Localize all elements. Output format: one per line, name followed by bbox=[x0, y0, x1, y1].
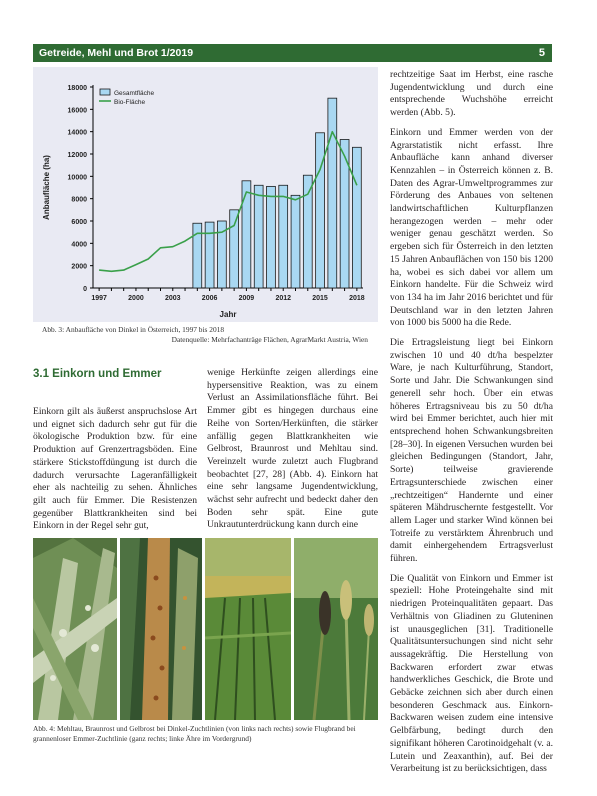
bar-gesamtflaeche-2008 bbox=[230, 210, 239, 288]
x-tick-label: 1997 bbox=[91, 295, 107, 302]
bar-gesamtflaeche-2018 bbox=[352, 147, 361, 288]
x-tick-label: 2000 bbox=[128, 295, 144, 302]
figure-3-source: Datenquelle: Mehrfachanträge Flächen, AgrarMarkt Austria, Wien bbox=[171, 335, 368, 344]
x-tick-label: 2006 bbox=[201, 295, 218, 302]
y-tick-label: 2000 bbox=[71, 263, 87, 271]
area-chart-svg bbox=[33, 67, 378, 322]
y-tick-label: 6000 bbox=[71, 219, 87, 226]
figure-4-caption: Abb. 4: Mehltau, Braunrost und Gelbrost bei Dinkel-Zuchtlinien (von links nach rechts) sowie Flugbrand bei grannenloser Emmer-Zuchtlinie (ganz rechts; linke Ähre im Vordergrund) bbox=[33, 724, 356, 743]
x-tick-label: 2009 bbox=[238, 295, 255, 302]
x-tick-label: 2003 bbox=[164, 295, 181, 302]
y-tick-label: 4000 bbox=[71, 241, 87, 249]
photo-mildew-leaves bbox=[33, 538, 117, 720]
photo-rust-leaf bbox=[120, 538, 202, 720]
col3-paragraph-3: Die Ertragsleistung liegt bei Einkorn zwischen 10 und 40 dt/ha bespelzter Ware, je nach Kulturführung, Standort, Sorte und Jahr. Die Schwankungen sind generell sehr hoch. Über ein etwas höheres Ertragsniveau bis zu 50 dt/ha wird bei Emmer berichtet, auch hier mit entsprechend hohen Schwankungsbreiten [28–30]. In eigenen Versuchen wurden bei gleichen Bedingungen (Standort, Jahr, Sorte) teilweise gravierende Ertragsunterschiede zwischen einer „rechtzeitigen“ Handernte und einer späteren Mähdruschernte festgestellt. Vor allem Lager und starker Wind können bei Totreife zu verstärktem Ährenbruch und damit einhergehendem Ertragsverlust führen. bbox=[390, 337, 553, 565]
col3-paragraph-4: Die Qualität von Einkorn und Emmer ist speziell: Hohe Proteingehalte sind mit niedrigen Proteinqualitäten gepaart. Das Verhältnis von Gliadinen zu Gluteninen ist unausgeglichen [31]. Traditionelle Qualitätsuntersuchungen sind nicht sehr aussagekräftig. Die Herstellung von Backwaren erfordert zwar etwas handwerkliches Geschick, die Brote und Gebäcke zeichnen sich aber durch einen besonderen Geschmack aus. Einkorn-Backwaren weisen zudem eine intensive Gelbfärbung, bedingt durch den signifikant höheren Carotinoidgehalt (v. a. Lutein und Zeaxanthin), auf. Bei der Verarbeitung ist zu berücksichtigen, dass bbox=[390, 572, 553, 775]
figure-3 bbox=[33, 67, 378, 322]
y-tick-label: 10000 bbox=[67, 174, 87, 182]
x-tick-label: 2012 bbox=[275, 295, 292, 302]
col3-paragraph-1: rechtzeitige Saat im Herbst, eine rasche Jugendentwicklung und durch eine entsprechende Wuchshöhe erreicht werden (Abb. 5). bbox=[390, 69, 553, 119]
photo-field-rows bbox=[205, 538, 291, 720]
column-3 bbox=[390, 69, 553, 783]
column-1 bbox=[33, 406, 197, 540]
x-tick-label: 2018 bbox=[349, 295, 365, 302]
bar-gesamtflaeche-2014 bbox=[303, 175, 312, 288]
col1-paragraph-1: Einkorn gilt als äußerst anspruchslose Art und eignet sich dadurch sehr gut für die ökologische Produktion bzw. für eine Produktion auf Grenzertragsböden. Eine stärkere Stickstoffdüngung ist durch die dadurch verursachte Lageranfälligkeit eher als nachteilig zu sehen. Ähnliches gilt auch für Emmer. Die Resistenzen gegenüber Blattkrankheiten sind bei Einkorn in der Regel sehr gut, bbox=[33, 406, 197, 532]
page-number: 5 bbox=[538, 47, 545, 59]
bar-gesamtflaeche-2013 bbox=[291, 195, 300, 288]
y-tick-label: 18000 bbox=[67, 85, 87, 92]
bar-gesamtflaeche-2006 bbox=[205, 222, 214, 288]
bar-gesamtflaeche-2015 bbox=[316, 133, 325, 288]
column-2 bbox=[207, 367, 378, 539]
y-tick-label: 8000 bbox=[71, 196, 87, 204]
bar-gesamtflaeche-2011 bbox=[267, 186, 276, 288]
bar-gesamtflaeche-2009 bbox=[242, 181, 251, 288]
section-heading: 3.1 Einkorn und Emmer bbox=[33, 368, 162, 380]
figure-3-caption: Abb. 3: Anbaufläche von Dinkel in Österreich, 1997 bis 2018 bbox=[42, 325, 225, 334]
photo-smut-ears bbox=[294, 538, 378, 720]
bar-gesamtflaeche-2016 bbox=[328, 98, 337, 288]
y-axis-title: Anbaufläche (ha) bbox=[42, 155, 51, 220]
journal-title: Getreide, Mehl und Brot 1/2019 bbox=[39, 47, 194, 59]
y-tick-label: 14000 bbox=[67, 129, 87, 137]
bar-gesamtflaeche-2012 bbox=[279, 185, 288, 288]
bar-gesamtflaeche-2010 bbox=[254, 185, 263, 288]
running-header bbox=[33, 44, 552, 62]
col3-paragraph-2: Einkorn und Emmer werden von der Agrarstatistik nicht erfasst. Ihre Anbaufläche kann anhand diverser Kennzahlen – in Österreich können z. B. Daten des Agrar-Umweltprogrammes zur Förderung des Anbaues von seltenen landwirtschaftlichen Kulturpflanzen herangezogen werden – mehr oder weniger genau geschätzt werden. So ergeben sich für Österreich in den letzten 15 Jahren Anbauflächen von 150 bis 1200 ha, wobei es sich dabei vor allem um Einkorn handelte. Für die Schweiz wird von 134 ha im Jahr 2016 berichtet und für Deutschland war in den letzten Jahren von 1000 bis 5000 ha die Rede. bbox=[390, 126, 553, 329]
x-tick-label: 2015 bbox=[312, 295, 328, 302]
legend-label-bio-flaeche: Bio-Fläche bbox=[114, 99, 146, 106]
col2-paragraph-1: wenige Herkünfte zeigen allerdings eine hypersensitive Reaktion, was zu einem Verlust an Assimilationsfläche führt. Bei Emmer gibt es hingegen durchaus eine Reihe von Sorten/Herkünften, die stärker anfällig gegen Blattkrankheiten wie Gelbrost, Braunrost und Mehltau sind. Vereinzelt wurde zuletzt auch Flugbrand beobachtet [27, 28] (Abb. 4). Einkorn hat eine sehr langsame Jugendentwicklung, wächst sehr aufrecht und bedeckt daher den Boden sehr spät. Eine gute Unkrautunterdrückung kann durch eine bbox=[207, 367, 378, 531]
legend-label-gesamtflaeche: Gesamtfläche bbox=[114, 90, 155, 97]
legend-swatch-gesamtflaeche bbox=[100, 89, 110, 95]
y-tick-label: 12000 bbox=[67, 152, 87, 159]
y-tick-label: 16000 bbox=[67, 107, 87, 115]
y-tick-label: 0 bbox=[83, 286, 87, 293]
x-axis-title: Jahr bbox=[219, 310, 237, 319]
